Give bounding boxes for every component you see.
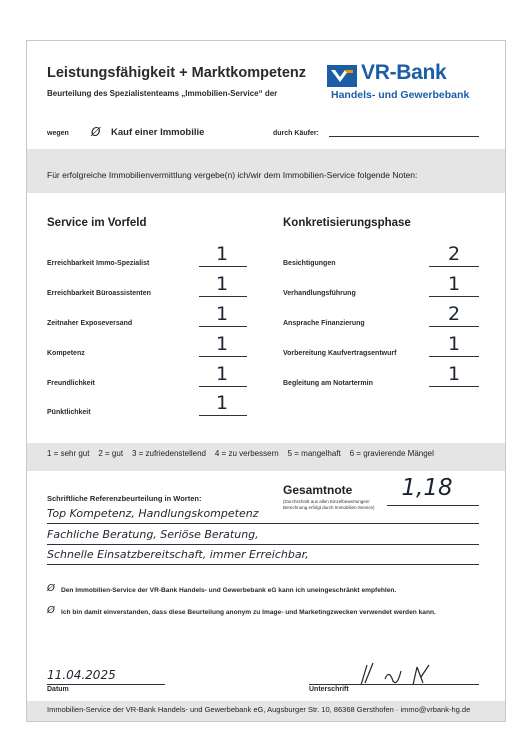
statement-recommend: Den Immobilien-Service der VR-Bank Handels- und Gewerbebank eG kann ich uneingeschränkt empfehlen. bbox=[61, 587, 397, 594]
grade-line bbox=[199, 386, 247, 387]
buyer-field bbox=[329, 136, 479, 137]
reference-line: Fachliche Beratung, Seriöse Beratung, bbox=[47, 528, 259, 541]
reference-rule bbox=[47, 564, 479, 565]
form-title: Leistungsfähigkeit + Marktkompetenz bbox=[47, 65, 307, 81]
purpose-value: Kauf einer Immobilie bbox=[111, 127, 205, 138]
statement-consent: Ich bin damit einverstanden, dass diese Beurteilung anonym zu Image- und Marketingzwecken verwendet werden kann. bbox=[61, 609, 436, 616]
grade-value: 1 bbox=[447, 333, 461, 355]
section-konkret-title: Konkretisierungsphase bbox=[283, 217, 411, 229]
grade-line bbox=[429, 386, 479, 387]
purpose-checkbox-mark: Ø bbox=[91, 125, 101, 139]
grade-line bbox=[429, 356, 479, 357]
intro-text: Für erfolgreiche Immobilienvermittlung vergebe(n) ich/wir dem Immobilien-Service folgende Noten: bbox=[47, 170, 418, 180]
footer-text: Immobilien-Service der VR-Bank Handels- und Gewerbebank eG, Augsburger Str. 10, 86368 Gersthofen · immo@vrbank-hg.de bbox=[47, 705, 471, 714]
bank-logo bbox=[327, 61, 497, 109]
bank-logo-name: VR-Bank bbox=[361, 61, 447, 84]
overall-grade-label: Gesamtnote bbox=[283, 483, 353, 497]
reference-rule bbox=[47, 544, 479, 545]
row-label: Kompetenz bbox=[47, 350, 85, 357]
reference-line: Schnelle Einsatzbereitschaft, immer Erreichbar, bbox=[47, 548, 309, 561]
row-label: Erreichbarkeit Büroassistenten bbox=[47, 290, 151, 297]
grade-value: 1 bbox=[215, 363, 229, 385]
date-value: 11.04.2025 bbox=[47, 668, 116, 682]
grade-value: 1 bbox=[215, 333, 229, 355]
reference-line: Top Kompetenz, Handlungskompetenz bbox=[47, 507, 259, 520]
grade-legend: 1 = sehr gut 2 = gut 3 = zufriedenstellend 4 = zu verbessern 5 = mangelhaft 6 = gravierende Mängel bbox=[47, 449, 434, 458]
grade-value: 2 bbox=[447, 243, 461, 265]
row-label: Zeitnaher Exposeversand bbox=[47, 320, 133, 327]
date-label: Datum bbox=[47, 686, 69, 693]
grade-line bbox=[199, 266, 247, 267]
signature-label: Unterschrift bbox=[309, 686, 349, 693]
row-label: Begleitung am Notartermin bbox=[283, 380, 373, 387]
reference-rule bbox=[47, 523, 479, 524]
section-service-title: Service im Vorfeld bbox=[47, 217, 147, 229]
grade-value: 1 bbox=[215, 303, 229, 325]
rating-form bbox=[26, 40, 506, 722]
buyer-label: durch Käufer: bbox=[273, 130, 319, 137]
row-label: Besichtigungen bbox=[283, 260, 336, 267]
row-label: Verhandlungsführung bbox=[283, 290, 356, 297]
form-subtitle: Beurteilung des Spezialistenteams „Immobilien-Service“ der bbox=[47, 89, 278, 98]
statement-checkbox-mark: Ø bbox=[47, 605, 55, 616]
grade-value: 2 bbox=[447, 303, 461, 325]
grade-value: 1 bbox=[215, 392, 229, 414]
bank-logo-subtitle: Handels- und Gewerbebank bbox=[331, 89, 470, 101]
grade-line bbox=[429, 326, 479, 327]
wegen-label: wegen bbox=[47, 130, 69, 137]
overall-grade-note: (Durchschnitt aus allen Einzelbewertungen/ Berechnung erfolgt durch Immobilien-Service) bbox=[283, 499, 375, 510]
grade-line bbox=[199, 296, 247, 297]
grade-line bbox=[199, 415, 247, 416]
grade-value: 1 bbox=[447, 363, 461, 385]
grade-value: 1 bbox=[447, 273, 461, 295]
overall-grade-line bbox=[387, 505, 479, 506]
grade-line bbox=[429, 266, 479, 267]
grade-line bbox=[429, 296, 479, 297]
row-label: Pünktlichkeit bbox=[47, 409, 91, 416]
row-label: Erreichbarkeit Immo-Spezialist bbox=[47, 260, 150, 267]
overall-grade-value: 1,18 bbox=[401, 475, 453, 501]
bank-logo-icon bbox=[327, 65, 357, 87]
row-label: Ansprache Finanzierung bbox=[283, 320, 365, 327]
reference-label: Schriftliche Referenzbeurteilung in Worten: bbox=[47, 494, 202, 503]
grade-line bbox=[199, 356, 247, 357]
row-label: Vorbereitung Kaufvertragsentwurf bbox=[283, 350, 397, 357]
grade-line bbox=[199, 326, 247, 327]
row-label: Freundlichkeit bbox=[47, 380, 95, 387]
grade-value: 1 bbox=[215, 273, 229, 295]
grade-value: 1 bbox=[215, 243, 229, 265]
signature-line bbox=[309, 684, 479, 685]
date-line bbox=[47, 684, 165, 685]
statement-checkbox-mark: Ø bbox=[47, 583, 55, 594]
